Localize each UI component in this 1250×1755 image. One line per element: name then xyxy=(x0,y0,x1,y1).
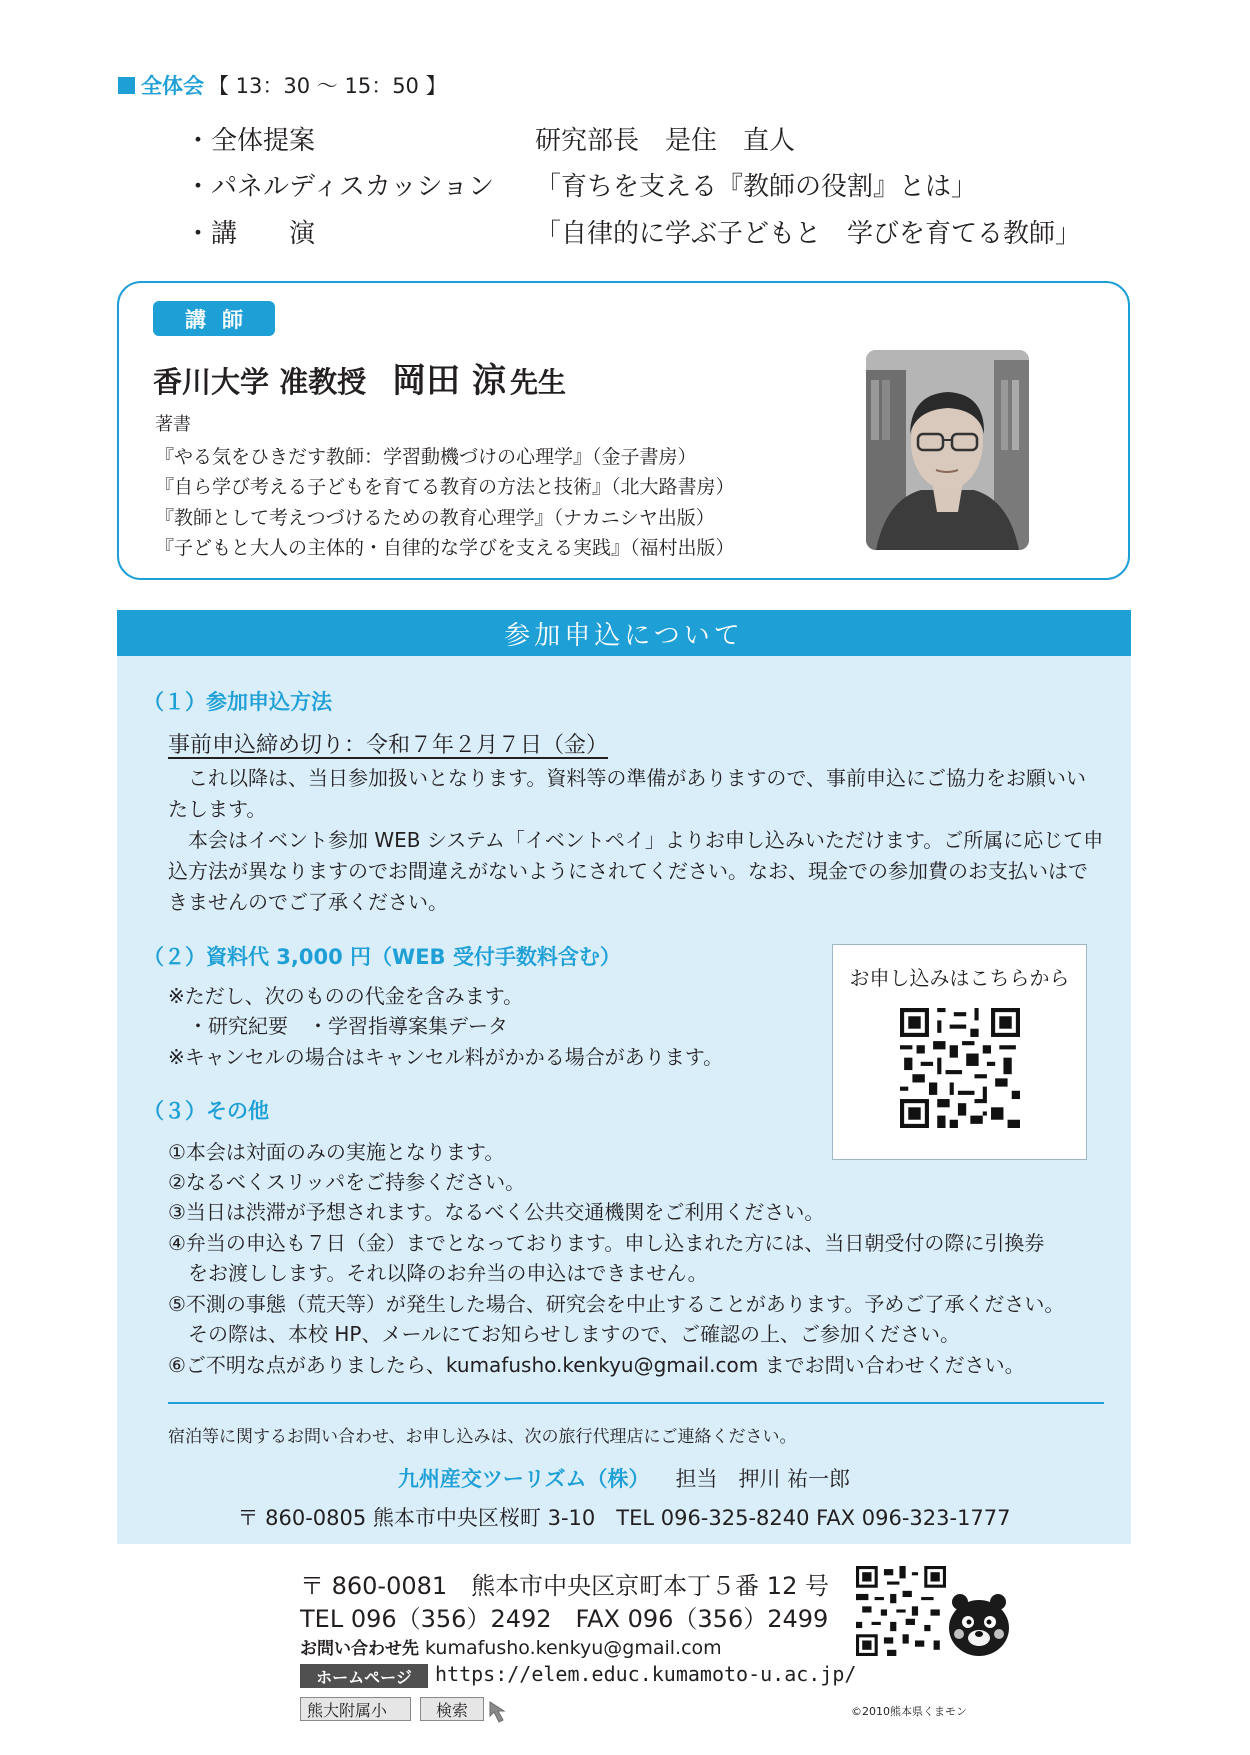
fee-note: ※キャンセルの場合はキャンセル料がかかる場合があります。 xyxy=(168,1045,724,1069)
divider xyxy=(168,1402,1104,1404)
application-note-1: これ以降は、当日参加扱いとなります。資料等の準備がありますので、事前申込にご協力をお願いいたします。 xyxy=(168,766,1086,821)
lecturer-honorific: 先生 xyxy=(509,366,566,399)
books-heading: 著書 xyxy=(155,414,191,435)
other-note: その際は、本校 HP、メールにてお知らせしますので、ご確認の上、ご参加ください。 xyxy=(168,1322,961,1346)
other-note: ③当日は渋滞が予想されます。なるべく公共交通機関をご利用ください。 xyxy=(168,1200,825,1224)
other-note: ②なるべくスリッパをご持参ください。 xyxy=(168,1170,526,1194)
book-item: 『子どもと大人の主体的・自律的な学びを支える実践』（福村出版） xyxy=(155,537,735,559)
book-item: 『やる気をひきだす教師：学習動機づけの心理学』（金子書房） xyxy=(155,446,697,468)
homepage-qr-code-icon[interactable] xyxy=(856,1566,946,1656)
qr-caption: お申し込みはこちらから xyxy=(849,966,1070,990)
book-item: 『教師として考えつづけるための教育心理学』（ナカニシヤ出版） xyxy=(155,507,715,529)
section-heading-2: （２）資料代 3,000 円（WEB 受付手数料含む） xyxy=(143,945,621,969)
travel-agent-contact xyxy=(117,1463,1131,1493)
other-note: ①本会は対面のみの実施となります。 xyxy=(168,1140,505,1164)
search-button[interactable]: 検索 xyxy=(420,1697,484,1721)
general-meeting-title: 全体会 xyxy=(141,74,204,98)
fee-note: ・研究紀要 ・学習指導案集データ xyxy=(168,1014,508,1038)
general-meeting-time: 【 13：30 ～ 15：50 】 xyxy=(208,74,447,98)
program-item-desc: 「育ちを支える『教師の役割』とは」 xyxy=(535,172,978,202)
application-deadline: 事前申込締め切り：令和７年２月７日（金） xyxy=(168,733,609,758)
school-address: 〒 860-0081 熊本市中央区京町本丁５番 12 号 xyxy=(300,1572,829,1600)
lecturer-name-line xyxy=(153,353,566,402)
school-contact xyxy=(300,1634,722,1659)
copyright: ©2010熊本県くまモン xyxy=(851,1705,967,1718)
lecturer-name: 岡田 涼 xyxy=(392,361,506,401)
application-title-bar: 参加申込について xyxy=(117,610,1131,656)
contact-email[interactable]: kumafusho.kenkyu@gmail.com xyxy=(425,1637,722,1659)
section-heading-1: （１）参加申込方法 xyxy=(143,690,332,714)
program-item-desc: 研究部長 是住 直人 xyxy=(535,126,796,156)
travel-agent-person: 担当 押川 祐一郎 xyxy=(675,1467,851,1491)
homepage-link[interactable]: https://elem.educ.kumamoto-u.ac.jp/ xyxy=(435,1662,857,1686)
general-meeting-heading xyxy=(118,70,447,100)
qr-code-icon[interactable] xyxy=(900,1008,1020,1128)
travel-agent-address: 〒 860-0805 熊本市中央区桜町 3-10 TEL 096-325-8240 FAX 096-323-1777 xyxy=(237,1506,1011,1530)
program-item-label: ・パネルディスカッション xyxy=(185,172,495,202)
program-item-desc: 「自律的に学ぶ子どもと 学びを育てる教師」 xyxy=(535,219,1082,249)
contact-label: お問い合わせ先 xyxy=(300,1639,419,1659)
square-bullet-icon xyxy=(118,77,135,94)
cursor-arrow-icon xyxy=(488,1700,516,1726)
application-note-2: 本会はイベント参加 WEB システム「イベントペイ」よりお申し込みいただけます。ご所属に応じて申込方法が異なりますのでお間違えがないようにされてください。なお、現金での参加費のお支払いはできませんのでご了承ください。 xyxy=(168,828,1104,914)
other-note: ⑥ご不明な点がありましたら、kumafusho.kenkyu@gmail.com までお問い合わせください。 xyxy=(168,1353,1025,1377)
section-heading-3: （３）その他 xyxy=(143,1099,269,1123)
homepage-label: ホームページ xyxy=(300,1664,428,1688)
lecturer-photo xyxy=(866,350,1029,550)
other-note: ⑤不測の事態（荒天等）が発生した場合、研究会を中止することがあります。予めご了承ください。 xyxy=(168,1292,1065,1316)
search-box[interactable]: 熊大附属小 xyxy=(300,1697,411,1721)
travel-agent-name: 九州産交ツーリズム（株） xyxy=(397,1467,650,1491)
other-note: をお渡しします。それ以降のお弁当の申込はできません。 xyxy=(168,1261,708,1285)
school-tel-fax: TEL 096（356）2492 FAX 096（356）2499 xyxy=(300,1605,829,1633)
other-note: ④弁当の申込も７日（金）までとなっております。申し込まれた方には、当日朝受付の際に引換券 xyxy=(168,1231,1045,1255)
lecturer-affiliation: 香川大学 准教授 xyxy=(153,365,367,399)
program-item-label: ・全体提案 xyxy=(185,126,316,156)
kumamon-icon xyxy=(946,1592,1016,1662)
fee-note: ※ただし、次のものの代金を含みます。 xyxy=(168,984,524,1008)
travel-agent-note: 宿泊等に関するお問い合わせ、お申し込みは、次の旅行代理店にご連絡ください。 xyxy=(168,1427,797,1447)
lecturer-badge: 講師 xyxy=(153,301,275,336)
program-item-label: ・講 演 xyxy=(185,219,316,249)
book-item: 『自ら学び考える子どもを育てる教育の方法と技術』（北大路書房） xyxy=(155,476,735,498)
